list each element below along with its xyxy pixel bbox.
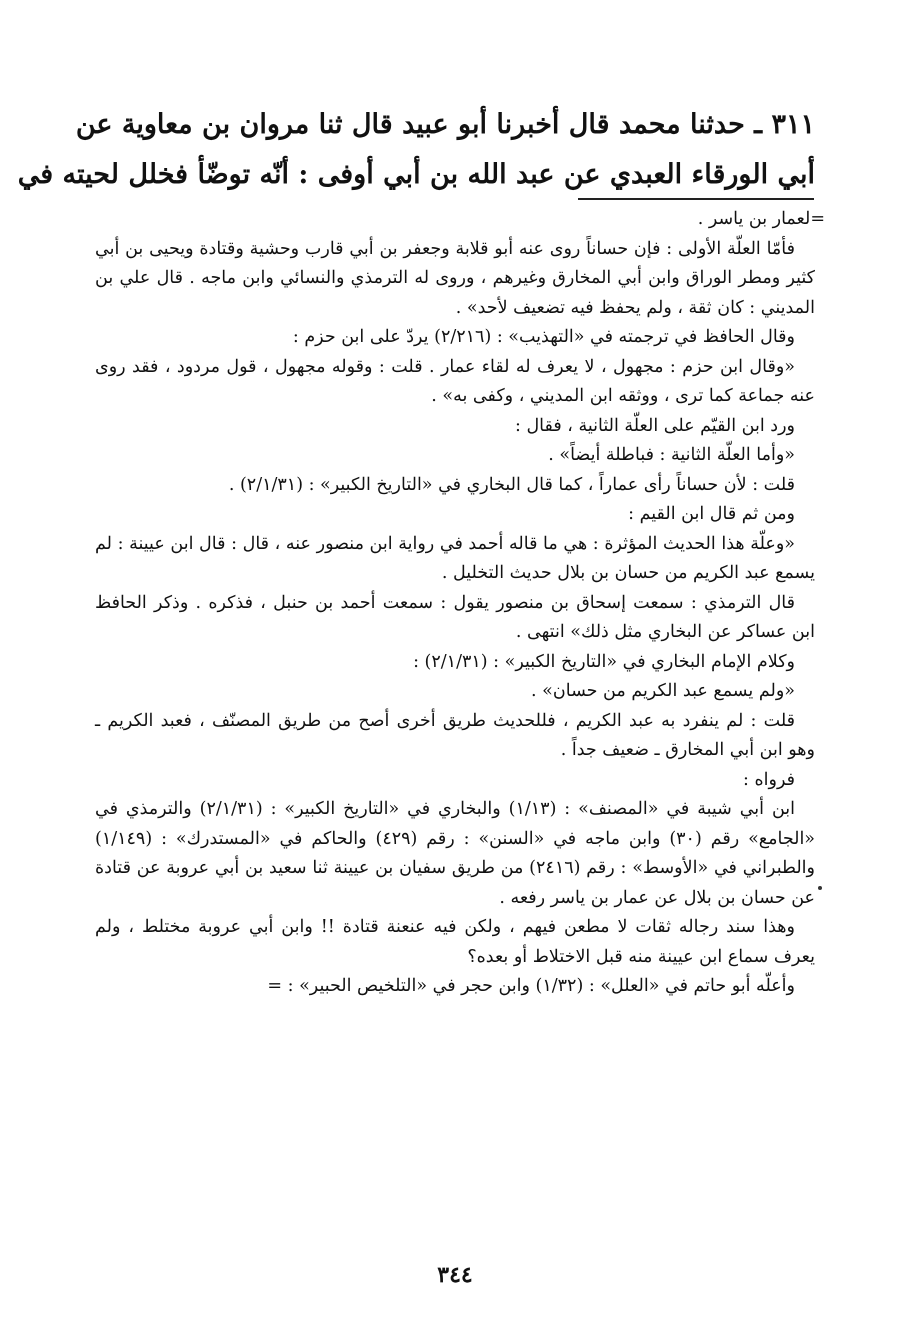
footnote-separator (578, 198, 814, 200)
footnote-paragraph: ورد ابن القيّم على العلّة الثانية ، فقال : (514, 415, 795, 436)
footnote-paragraph: قال الترمذي : سمعت إسحاق بن منصور يقول : سمعت أحمد بن حنبل ، فذكره . وذكر الحافظ ابن عساكر عن البخاري مثل ذلك» انتهى . (95, 592, 815, 642)
footnote-paragraph: «ولم يسمع عبد الكريم من حسان» . (531, 681, 795, 701)
footnote-paragraph: فرواه : (743, 769, 795, 790)
hadith-text (17, 100, 815, 200)
page-number: ٣٤٤ (437, 1262, 473, 1288)
footnote-paragraph: وقال الحافظ في ترجمته في «التهذيب» : (٢/٢١٦) يردّ على ابن حزم : (292, 327, 795, 347)
footnote-paragraph: ومن ثم قال ابن القيم : (628, 504, 795, 524)
footnote-paragraph: ابن أبي شيبة في «المصنف» : (١/١٣) والبخاري في «التاريخ الكبير» : (٢/١/٣١) والترمذي في «الجامع» رقم (٣٠) وابن ماجه في «السنن» : رقم (٤٢٩) والحاكم في «المستدرك» : (١/١٤٩) والطبراني في «الأوسط» : رقم (٢٤١٦) من طريق سفيان بن عيينة ثنا سعيد بن أبي عروبة عن قتادة عن حسان بن بلال عن عمار بن ياسر رفعه . (95, 799, 816, 908)
footnote-paragraph: =لعمار بن ياسر . (697, 209, 825, 229)
footnote-paragraph: وأعلّه أبو حاتم في «العلل» : (١/٣٢) وابن حجر في «التلخيص الحبير» : = (267, 976, 795, 996)
footnote-paragraph: قلت : لأن حساناً رأى عماراً ، كما قال البخاري في «التاريخ الكبير» : (٢/١/٣١) . (228, 474, 795, 495)
hadith-line-2: أبي الورقاء العبدي عن عبد الله بن أبي أوفى : أنّه توضّأ فخلل لحيته في (17, 159, 815, 190)
footnote-paragraph: وهذا سند رجاله ثقات لا مطعن فيهم ، ولكن فيه عنعنة قتادة !! وابن أبي عروبة مختلط ، ولم يعرف سماع ابن عيينة منه قبل الاختلاط أو بعده؟ (95, 917, 815, 967)
footnote-paragraph: فأمّا العلّة الأولى : فإن حساناً روى عنه أبو قلابة وجعفر بن أبي قارب وحشية وقتادة ويحيى بن أبي كثير ومطر الوراق وابن أبي المخارق وغيرهم ، وروى له الترمذي والنسائي وابن ماجه . قال علي بن المديني : كان ثقة ، ولم يحفظ فيه تضعيف لأحد» . (95, 238, 815, 318)
footnotes (95, 205, 825, 1002)
speck-mark (818, 886, 822, 890)
footnote-paragraph: «وقال ابن حزم : مجهول ، لا يعرف له لقاء عمار . قلت : وقوله مجهول ، قول مردود ، فقد روى عنه جماعة كما ترى ، ووثقه ابن المديني ، وكفى به» . (95, 356, 815, 406)
footnote-paragraph: «وعلّة هذا الحديث المؤثرة : هي ما قاله أحمد في رواية ابن منصور عنه ، قال : قال ابن عيينة : لم يسمع عبد الكريم من حسان بن بلال حديث التخليل . (95, 533, 815, 583)
footnote-paragraph: «وأما العلّة الثانية : فباطلة أيضاً» . (548, 445, 795, 465)
footnote-paragraph: وكلام الإمام البخاري في «التاريخ الكبير» : (٢/١/٣١) : (413, 651, 795, 672)
footnote-paragraph: قلت : لم ينفرد به عبد الكريم ، فللحديث طريق أخرى أصح من طريق المصنّف ، فعبد الكريم ـ وهو ابن أبي المخارق ـ ضعيف جداً . (95, 710, 815, 760)
hadith-line-1: ٣١١ ـ حدثنا محمد قال أخبرنا أبو عبيد قال ثنا مروان بن معاوية عن (75, 109, 815, 140)
